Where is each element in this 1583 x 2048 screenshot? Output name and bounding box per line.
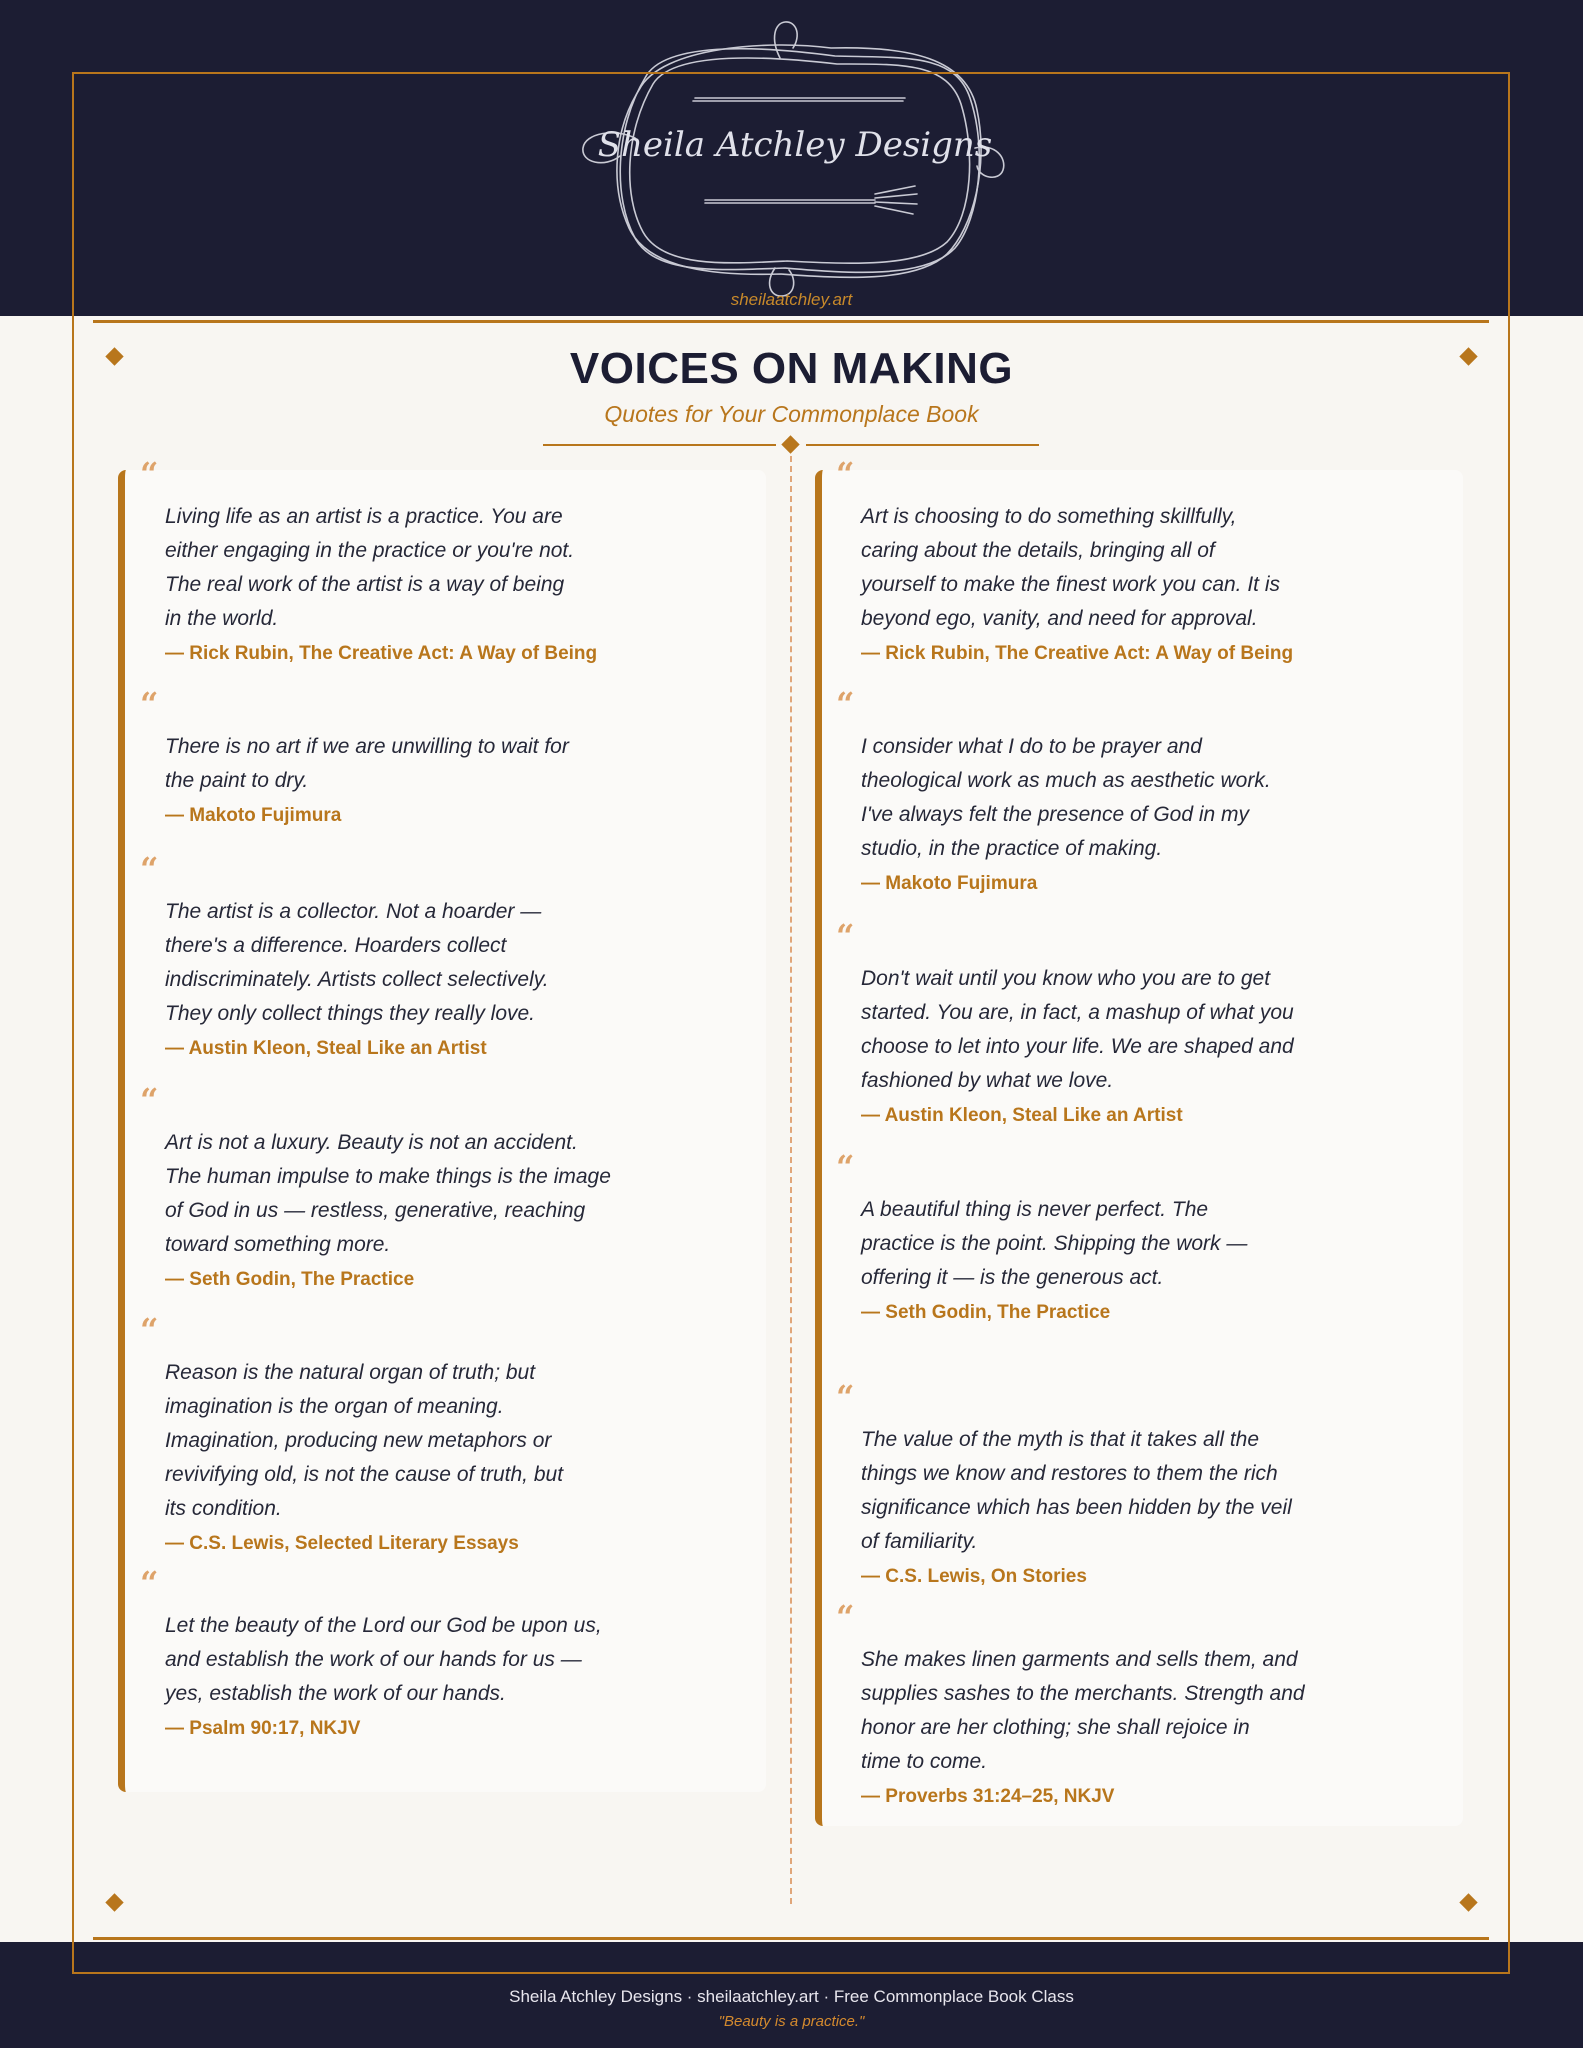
site-url[interactable]: sheilaatchley.art (730, 290, 853, 309)
quote-text: The value of the myth is that it takes all the things we know and restores to them the rich significance which has been hidden by the veil of familiarity. (861, 1428, 1292, 1553)
quote-mark-icon: “ (836, 1148, 855, 1186)
bottom-rule (93, 1937, 1489, 1940)
quote-mark-icon: “ (140, 1081, 159, 1119)
quote-text: Art is not a luxury. Beauty is not an accident. The human impulse to make things is the image of God in us — restless, generative, reaching toward something more. (165, 1131, 611, 1256)
quote-attribution: — Makoto Fujimura (165, 805, 342, 826)
corner-ornament-bottom-left (105, 1893, 123, 1911)
subtitle-rule-right (806, 444, 1039, 446)
quote-attribution: — Seth Godin, The Practice (165, 1269, 415, 1290)
quote-mark-icon: “ (140, 1311, 159, 1349)
header-band (0, 0, 1583, 316)
quote-attribution: — Austin Kleon, Steal Like an Artist (861, 1105, 1183, 1126)
quote-mark-icon: “ (836, 1378, 855, 1416)
corner-ornament-bottom-right (1459, 1893, 1477, 1911)
quote-mark-icon: “ (836, 917, 855, 955)
quote-mark-icon: “ (140, 455, 159, 493)
quote-text: I consider what I do to be prayer and theological work as much as aesthetic work. I've always felt the presence of God in my studio, in the practice of making. (861, 735, 1271, 860)
quote-attribution: — C.S. Lewis, On Stories (861, 1566, 1087, 1587)
right-quote-panel (815, 470, 1463, 1826)
svg-text:Sheila Atchley Designs: Sheila Atchley Designs (597, 125, 993, 165)
page-subtitle: Quotes for Your Commonplace Book (604, 401, 979, 427)
quote-mark-icon: “ (836, 685, 855, 723)
logo (575, 18, 1015, 298)
quote-attribution: — Austin Kleon, Steal Like an Artist (165, 1038, 487, 1059)
quote-text: Don't wait until you know who you are to get started. You are, in fact, a mashup of what you choose to let into your life. We are shaped and fashioned by what we love. (861, 967, 1294, 1092)
quote-text: Art is choosing to do something skillfully, caring about the details, bringing all of yourself to make the finest work you can. It is beyond ego, vanity, and need for approval. (861, 505, 1281, 630)
footer-tagline: "Beauty is a practice." (718, 2013, 865, 2030)
quote-attribution: — Psalm 90:17, NKJV (165, 1718, 361, 1739)
subtitle-ornament (781, 435, 799, 453)
footer-credits: Sheila Atchley Designs · sheilaatchley.art · Free Commonplace Book Class (509, 1987, 1074, 2006)
quote-mark-icon: “ (836, 1598, 855, 1636)
quote-attribution: — Rick Rubin, The Creative Act: A Way of Being (861, 643, 1294, 664)
quote-mark-icon: “ (140, 685, 159, 723)
quote-text: She makes linen garments and sells them, and supplies sashes to the merchants. Strength and honor are her clothing; she shall rejoice in time to come. (861, 1648, 1305, 1773)
quote-text: A beautiful thing is never perfect. The practice is the point. Shipping the work — offering it — is the generous act. (861, 1198, 1248, 1289)
page-title: VOICES ON MAKING (569, 344, 1014, 393)
quote-attribution: — Proverbs 31:24–25, NKJV (861, 1786, 1115, 1807)
top-rule (93, 320, 1489, 323)
quote-mark-icon: “ (836, 455, 855, 493)
quote-mark-icon: “ (140, 850, 159, 888)
quote-mark-icon: “ (140, 1564, 159, 1602)
quote-attribution: — Makoto Fujimura (861, 873, 1038, 894)
quote-text: There is no art if we are unwilling to wait for the paint to dry. (165, 735, 569, 792)
quote-text: Let the beauty of the Lord our God be upon us, and establish the work of our hands for us — yes, establish the work of our hands. (165, 1614, 602, 1705)
quote-attribution: — Seth Godin, The Practice (861, 1302, 1111, 1323)
subtitle-rule-left (543, 444, 776, 446)
quote-text: Reason is the natural organ of truth; but imagination is the organ of meaning. Imagination, producing new metaphors or revivifying old, is not the cause of truth, but its condition. (165, 1361, 564, 1520)
quote-attribution: — C.S. Lewis, Selected Literary Essays (165, 1533, 519, 1554)
quote-text: Living life as an artist is a practice. You are either engaging in the practice or you're not. The real work of the artist is a way of being in the world. (165, 505, 575, 630)
quote-attribution: — Rick Rubin, The Creative Act: A Way of Being (165, 643, 598, 664)
column-divider (790, 456, 792, 1904)
quote-text: The artist is a collector. Not a hoarder — there's a difference. Hoarders collect indiscriminately. Artists collect selectively. They only collect things they really love. (165, 900, 549, 1025)
